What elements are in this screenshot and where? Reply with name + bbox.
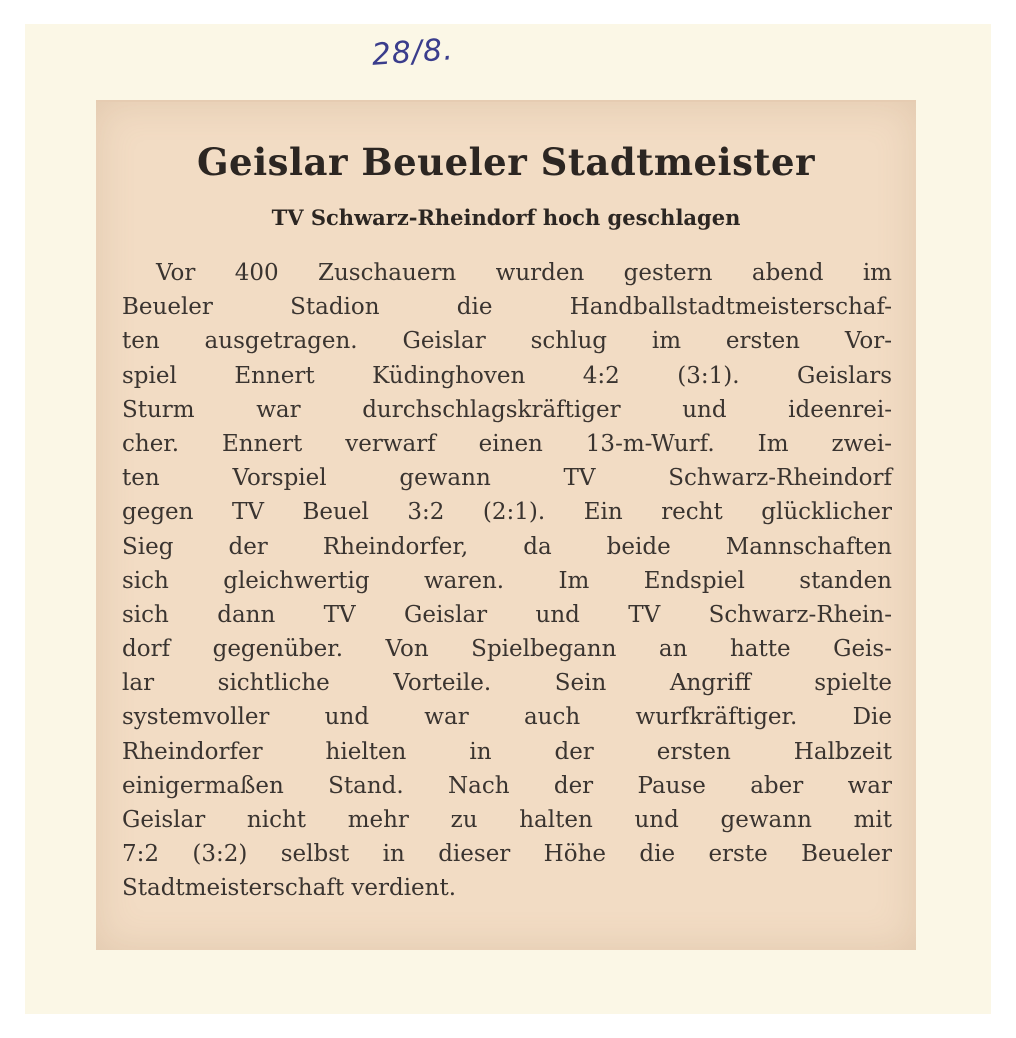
article-line: einigermaßen Stand. Nach der Pause aber war <box>122 772 892 799</box>
article-line: Sturm war durchschlagskräftiger und ideenrei- <box>122 396 892 423</box>
newspaper-clipping <box>96 100 916 950</box>
article-line: systemvoller und war auch wurfkräftiger. Die <box>122 704 892 731</box>
article-line: spiel Ennert Küdinghoven 4:2 (3:1). Geislars <box>122 362 892 389</box>
article-line: Stadtmeisterschaft verdient. <box>122 875 457 902</box>
article-line: Geislar nicht mehr zu halten und gewann mit <box>122 807 892 833</box>
article-line: Beueler Stadion die Handballstadtmeisterschaf- <box>122 294 892 321</box>
article-line: ten Vorspiel gewann TV Schwarz-Rheindorf <box>122 465 892 492</box>
article-line: dorf gegenüber. Von Spielbegann an hatte Geis- <box>122 636 892 663</box>
article-line: cher. Ennert verwarf einen 13-m-Wurf. Im zwei- <box>122 430 892 457</box>
article-line: gegen TV Beuel 3:2 (2:1). Ein recht glücklicher <box>122 499 892 526</box>
article-body <box>122 256 892 906</box>
article-line: Sieg der Rheindorfer, da beide Mannschaften <box>122 533 892 560</box>
article-line: Rheindorfer hielten in der ersten Halbzeit <box>122 738 892 765</box>
headline: Geislar Beueler Stadtmeister <box>196 140 816 184</box>
article-line: Vor 400 Zuschauern wurden gestern abend im <box>156 260 892 286</box>
article-line: lar sichtliche Vorteile. Sein Angriff spielte <box>122 670 892 697</box>
subheadline: TV Schwarz-Rheindorf hoch geschlagen <box>271 205 741 230</box>
handwritten-date: 28/8. <box>370 32 455 73</box>
article-line: sich dann TV Geislar und TV Schwarz-Rhein- <box>122 601 892 628</box>
article-line: ten ausgetragen. Geislar schlug im ersten Vor- <box>122 328 892 355</box>
article-line: 7:2 (3:2) selbst in dieser Höhe die erste Beueler <box>122 841 892 868</box>
article-line: sich gleichwertig waren. Im Endspiel standen <box>122 567 892 594</box>
